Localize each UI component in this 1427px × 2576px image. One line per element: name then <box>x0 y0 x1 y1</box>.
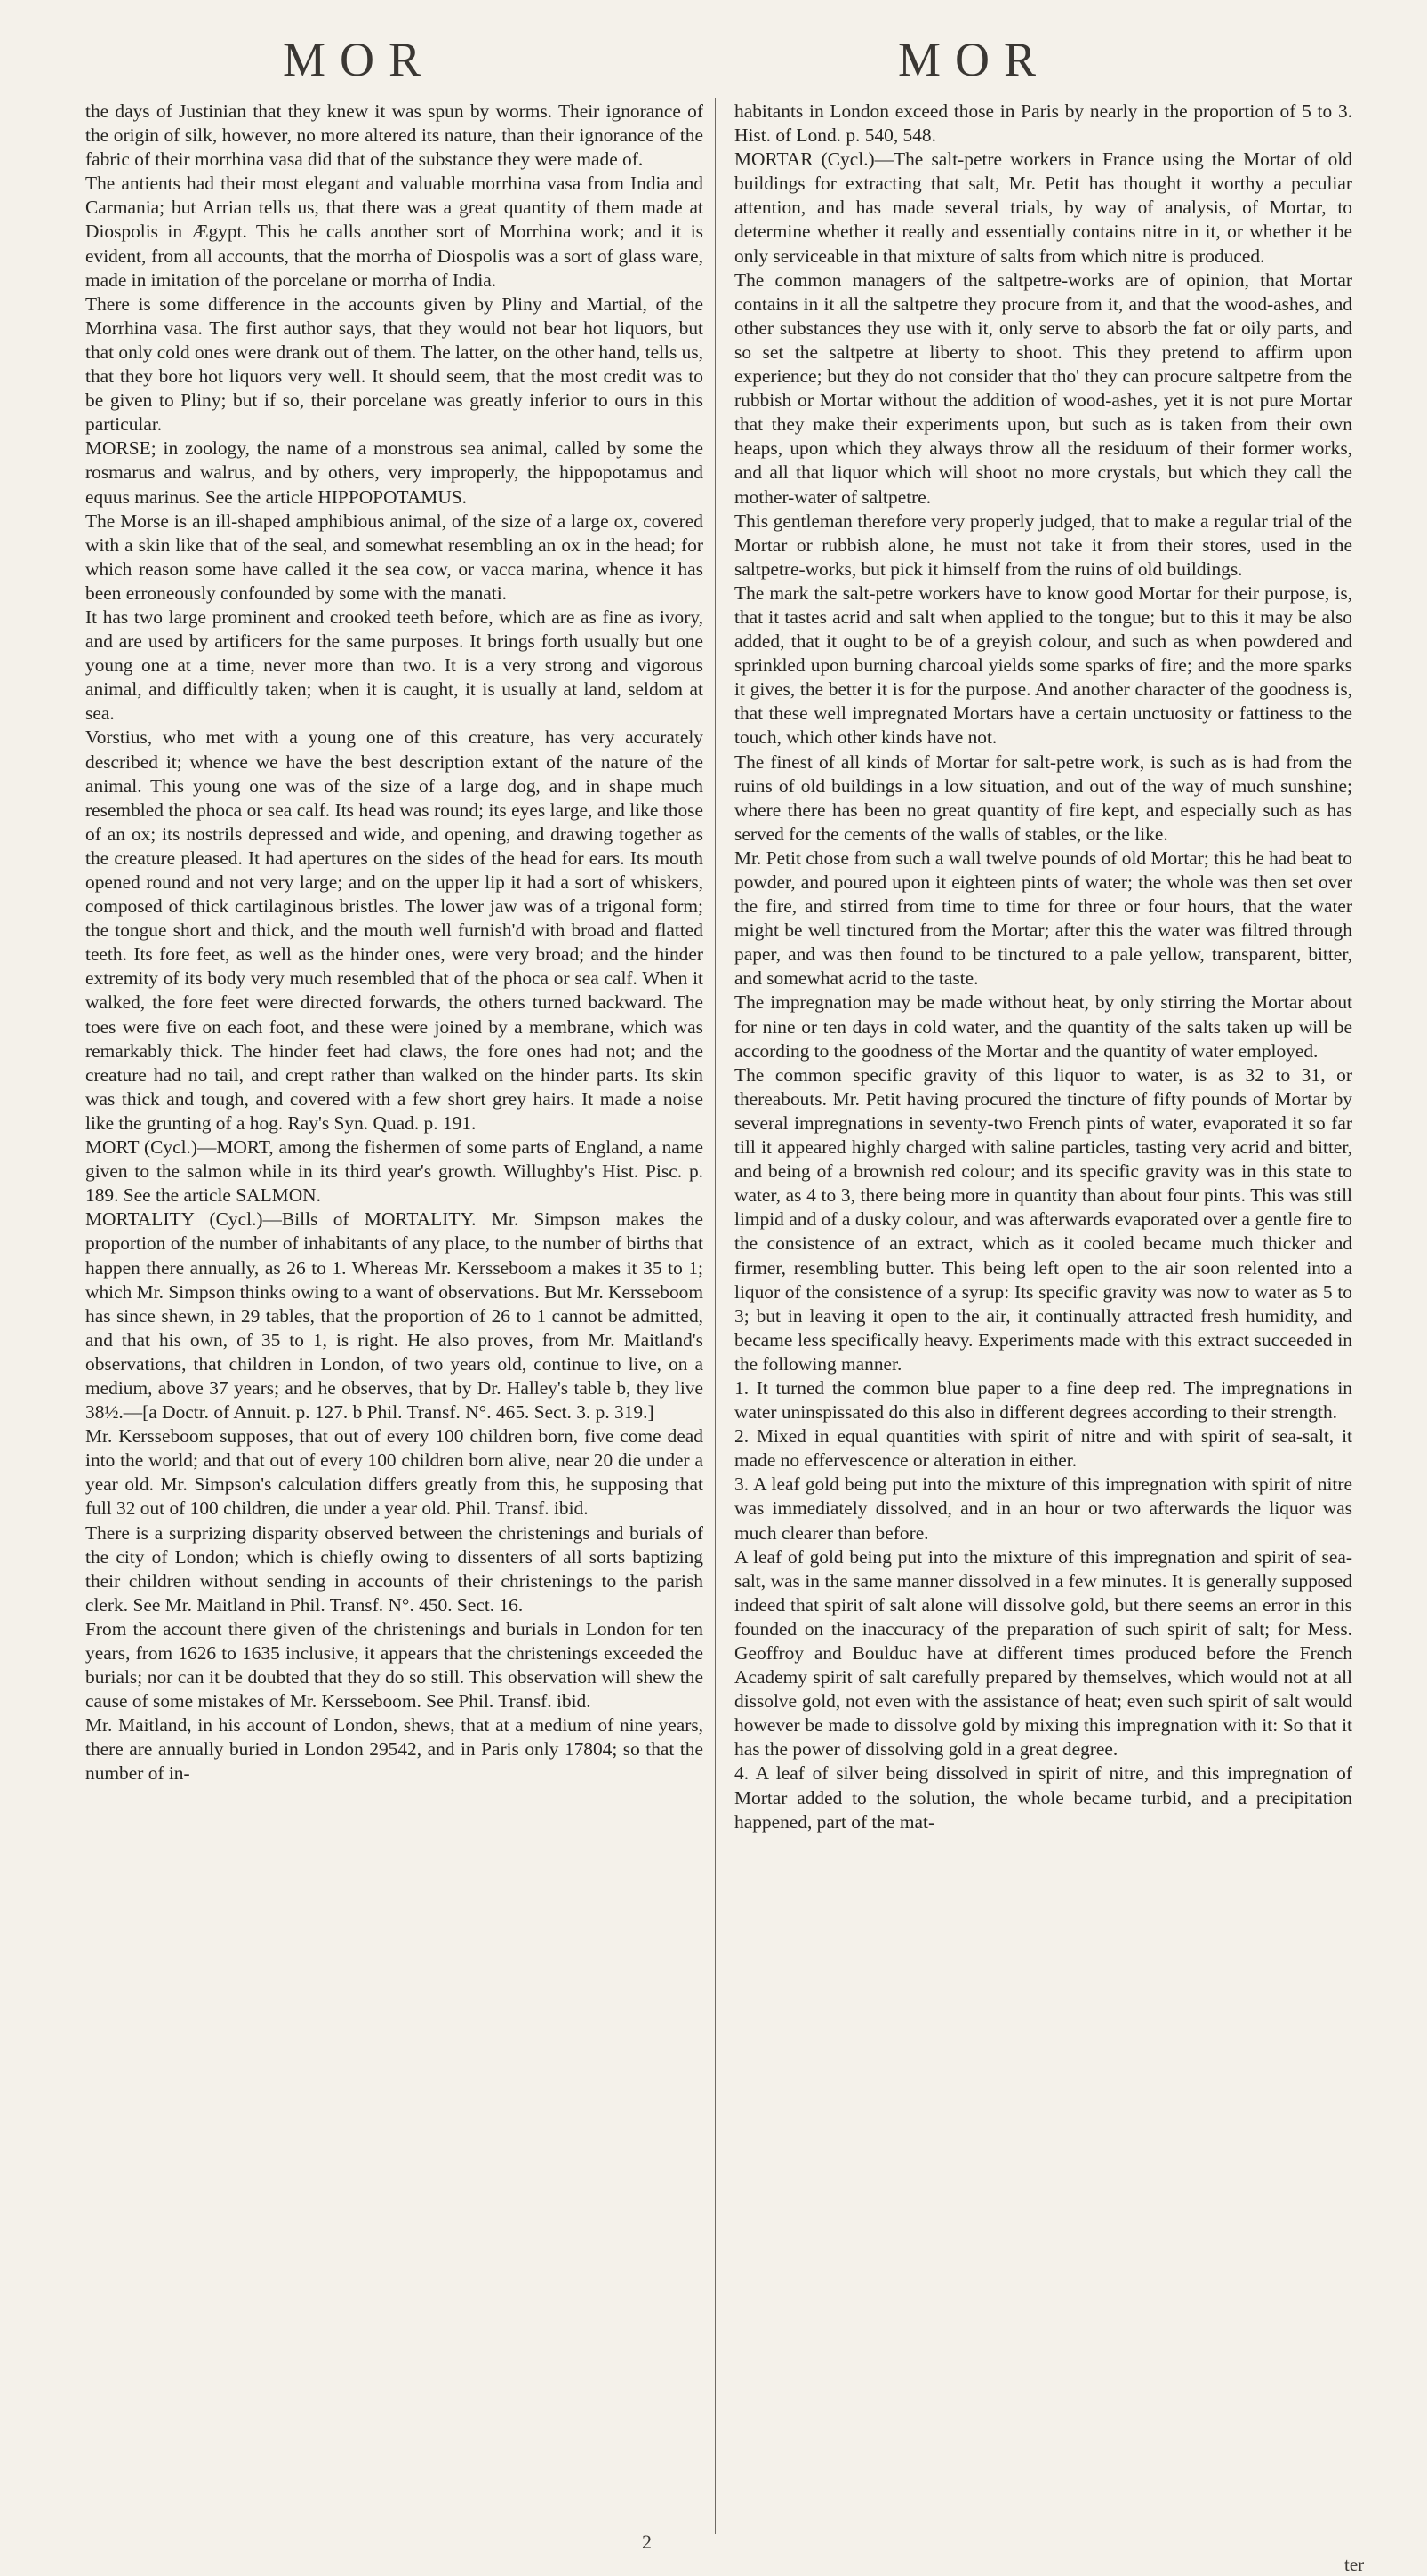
paragraph: A leaf of gold being put into the mixture of this impregnation and spirit of sea-salt, was in the same manner dissolved in a few minutes. It is generally supposed indeed that spirit of salt alone will dissolve gold, but there seems an error in this founded on the inaccuracy of the preparation of such spirit of salt; for Mess. Geoffroy and Boulduc have at different times produced before the French Academy spirit of salt carefully prepared by themselves, which would not at all dissolve gold, not even with the assistance of heat; even such spirit of salt would however be made to dissolve gold by mixing this impregnation with it: So that it has the power of dissolving gold in a great degree. <box>734 1545 1352 1761</box>
entry-mort: MORT (Cycl.)—MORT, among the fishermen of some parts of England, a name given to the salmon while in its third year's growth. Willughby's Hist. Pisc. p. 189. See the article SALMON. <box>85 1136 703 1207</box>
right-column <box>734 100 1352 2549</box>
catchword: ter <box>1344 2554 1365 2575</box>
numbered-item: 2. Mixed in equal quantities with spirit of nitre and with spirit of sea-salt, it made no effervescence or alteration in either. <box>734 1425 1352 1472</box>
running-head-left: MOR <box>283 33 436 86</box>
page-number: 2 <box>642 2531 652 2553</box>
paragraph: The mark the salt-petre workers have to know good Mortar for their purpose, is, that it tastes acrid and salt when applied to the tongue; but to this it may be also added, that it ought to be of a greyish colour, and such as when powdered and sprinkled upon burning charcoal yields some sparks of fire; and the more sparks it gives, the better it is for the purpose. And another character of the goodness is, that these well impregnated Mortars have a certain unctuosity or fattiness to the touch, which other kinds have not. <box>734 582 1352 749</box>
paragraph: The common specific gravity of this liquor to water, is as 32 to 31, or thereabouts. Mr. Petit having procured the tincture of fifty pounds of Mortar by several impregnations in seventy-two French pints of water, evaporated it so far till it appeared highly charged with saline particles, tasting very acrid and bitter, and being of a brownish red colour; and its specific gravity was in this state to water, as 4 to 3, there being more in quantity than about four pints. This was still limpid and of a dusky colour, and was afterwards evaporated over a gentle fire to the consistence of an extract, which as it cooled became much thicker and firmer, resembling butter. This being left open to the air soon relented into a liquor of the consistence of a syrup: Its specific gravity was now to water as 5 to 3; but in leaving it open to the air, it continually attracted fresh humidity, and became less specifically heavy. Experiments made with this extract succeeded in the following manner. <box>734 1063 1352 1375</box>
paragraph: Vorstius, who met with a young one of this creature, has very accurately described it; whence we have the best description extant of the nature of the animal. This young one was of the size of a large dog, and in shape much resembled the phoca or sea calf. Its head was round; its eyes large, and like those of an ox; its nostrils depressed and wide, and opening, and drawing together as the creature pleased. It had apertures on the sides of the head for ears. Its mouth opened round and not very large; and on the upper lip it had a sort of whiskers, composed of thick cartilaginous bristles. The lower jaw was of a trigonal form; the tongue short and thick, and the mouth well furnish'd with broad and flatted teeth. Its fore feet, as well as the hinder ones, were very broad; and the hinder extremity of its body very much resembled that of the phoca or sea calf. When it walked, the fore feet were directed forwards, the others turned backward. The toes were five on each foot, and these were joined by a membrane, which was remarkably thick. The hinder feet had claws, the fore ones had not; and the creature had no tail, and crept rather than walked on the hinder parts. Its skin was thick and tough, and covered with a few short grey hairs. It made a noise like the grunting of a hog. Ray's Syn. Quad. p. 191. <box>85 726 703 1134</box>
entry-morse: MORSE; in zoology, the name of a monstrous sea animal, called by some the rosmarus and walrus, and by others, very improperly, the hippopotamus and equus marinus. See the article HIPPOPOTAMUS. <box>85 437 703 508</box>
paragraph: The finest of all kinds of Mortar for salt-petre work, is such as is had from the ruins of old buildings in a low situation, and out of the way of much sunshine; where there has been no great quantity of fire kept, and especially such as has served for the cements of the walls of stables, or the like. <box>734 750 1352 845</box>
paragraph: The Morse is an ill-shaped amphibious animal, of the size of a large ox, covered with a skin like that of the seal, and somewhat resembling an ox in the head; for which reason some have called it the sea cow, or vacca marina, whence it has been erroneously confounded by some with the manati. <box>85 510 703 604</box>
paragraph: There is a surprizing disparity observed between the christenings and burials of the city of London; which is chiefly owing to dissenters of all sorts baptizing their children without sending in accounts of their christenings to the parish clerk. See Mr. Maitland in Phil. Transf. N°. 450. Sect. 16. <box>85 1521 703 1616</box>
paragraph: The impregnation may be made without heat, by only stirring the Mortar about for nine or ten days in cold water, and the quantity of the salts taken up will be according to the goodness of the Mortar and the quantity of water employed. <box>734 991 1352 1062</box>
paragraph: There is some difference in the accounts given by Pliny and Martial, of the Morrhina vasa. The first author says, that they would not bear hot liquors, but that only cold ones were drank out of them. The latter, on the other hand, tells us, that they bore hot liquors very well. It should seem, that the most credit was to be given to Pliny; but if so, their porcelane was greatly inferior to ours in this particular. <box>85 293 703 436</box>
column-rule <box>715 98 716 2534</box>
paragraph: The antients had their most elegant and valuable morrhina vasa from India and Carmania; but Arrian tells us, that there was a great quantity of them made at Diospolis in Ægypt. This he calls another sort of Morrhina work; and it is evident, from all accounts, that the morrha of Diospolis was a sort of glass ware, made in imitation of the porcelane or morrha of India. <box>85 173 703 291</box>
paragraph: It has two large prominent and crooked teeth before, which are as fine as ivory, and are used by artificers for the same purposes. It brings forth usually but one young one at a time, never more than two. It is a very strong and vigorous animal, and difficultly taken; when it is caught, it is usually at land, seldom at sea. <box>85 606 703 725</box>
entry-mortality: MORTALITY (Cycl.)—Bills of MORTALITY. Mr. Simpson makes the proportion of the number of inhabitants of any place, to the number of births that happen there annually, as 26 to 1. Whereas Mr. Kersseboom a makes it 35 to 1; which Mr. Simpson thinks owing to a want of observations. But Mr. Kersseboom has since shewn, in 29 tables, that the proportion of 26 to 1 cannot be admitted, and that his own, of 35 to 1, is right. He also proves, from Mr. Maitland's observations, that children in London, of two years old, continue to live, on a medium, above 37 years; and he observes, that by Dr. Halley's table b, they live 38½.—[a Doctr. of Annuit. p. 127. b Phil. Transf. N°. 465. Sect. 3. p. 319.] <box>85 1208 703 1424</box>
numbered-item: 3. A leaf gold being put into the mixture of this impregnation with spirit of nitre was immediately dissolved, and in an hour or two afterwards the liquor was much clearer than before. <box>734 1473 1352 1544</box>
paragraph: habitants in London exceed those in Paris by nearly in the proportion of 5 to 3. Hist. of Lond. p. 540, 548. <box>734 100 1352 147</box>
paragraph: The common managers of the saltpetre-works are of opinion, that Mortar contains in it all the saltpetre they procure from it, and that the wood-ashes, and other substances they use with it, only serve to absorb the fat or oily parts, and so set the saltpetre at liberty to shoot. This they pretend to affirm upon experience; but they do not consider that tho' they can procure saltpetre from the rubbish or Mortar without the addition of wood-ashes, yet it is not pure Mortar that they make their experiments upon, but such as is taken from their own heaps, upon which they always throw all the residuum of their former works, and all that liquor which will shoot no more crystals, but which they call the mother-water of saltpetre. <box>734 269 1352 508</box>
paragraph: This gentleman therefore very properly judged, that to make a regular trial of the Mortar or rubbish alone, he must not take it from their stores, used in the saltpetre-works, but pick it himself from the ruins of old buildings. <box>734 510 1352 580</box>
paragraph: the days of Justinian that they knew it was spun by worms. Their ignorance of the origin of silk, however, no more altered its nature, than their ignorance of the fabric of their morrhina vasa did that of the substance they were made of. <box>85 100 703 171</box>
entry-mortar: MORTAR (Cycl.)—The salt-petre workers in France using the Mortar of old buildings for extracting that salt, Mr. Petit has thought it worthy a peculiar attention, and has made several trials, by way of analysis, of Mortar, to determine whether it really and essentially contains nitre in it, or whether it be only serviceable in that mixture of salts from which nitre is produced. <box>734 148 1352 267</box>
paragraph: Mr. Petit chose from such a wall twelve pounds of old Mortar; this he had beat to powder, and poured upon it eighteen pints of water; the whole was then set over the fire, and stirred from time to time for three or four hours, that the water might be well tinctured from the Mortar; after this the water was filtred through paper, and was then found to be tinctured to a pale yellow, transparent, bitter, and somewhat acrid to the taste. <box>734 847 1352 990</box>
paragraph: Mr. Maitland, in his account of London, shews, that at a medium of nine years, there are annually buried in London 29542, and in Paris only 17804; so that the number of in- <box>85 1714 703 1785</box>
paragraph: From the account there given of the christenings and burials in London for ten years, from 1626 to 1635 inclusive, it appears that the christenings exceeded the burials; nor can it be doubted that they do so still. This observation will shew the cause of some mistakes of Mr. Kersseboom. See Phil. Transf. ibid. <box>85 1617 703 1713</box>
numbered-item: 4. A leaf of silver being dissolved in spirit of nitre, and this impregnation of Mortar added to the solution, the whole became turbid, and a precipitation happened, part of the mat- <box>734 1762 1352 1833</box>
left-column <box>85 100 703 2549</box>
paragraph: Mr. Kersseboom supposes, that out of every 100 children born, five come dead into the world; and that out of every 100 children born alive, near 20 die under a year old. Mr. Simpson's calculation differs greatly from this, he supposing that full 32 out of 100 children, die under a year old. Phil. Transf. ibid. <box>85 1425 703 1520</box>
numbered-item: 1. It turned the common blue paper to a fine deep red. The impregnations in water uninspissated do this also in different degrees according to their strength. <box>734 1376 1352 1424</box>
running-head-right: MOR <box>898 33 1051 86</box>
